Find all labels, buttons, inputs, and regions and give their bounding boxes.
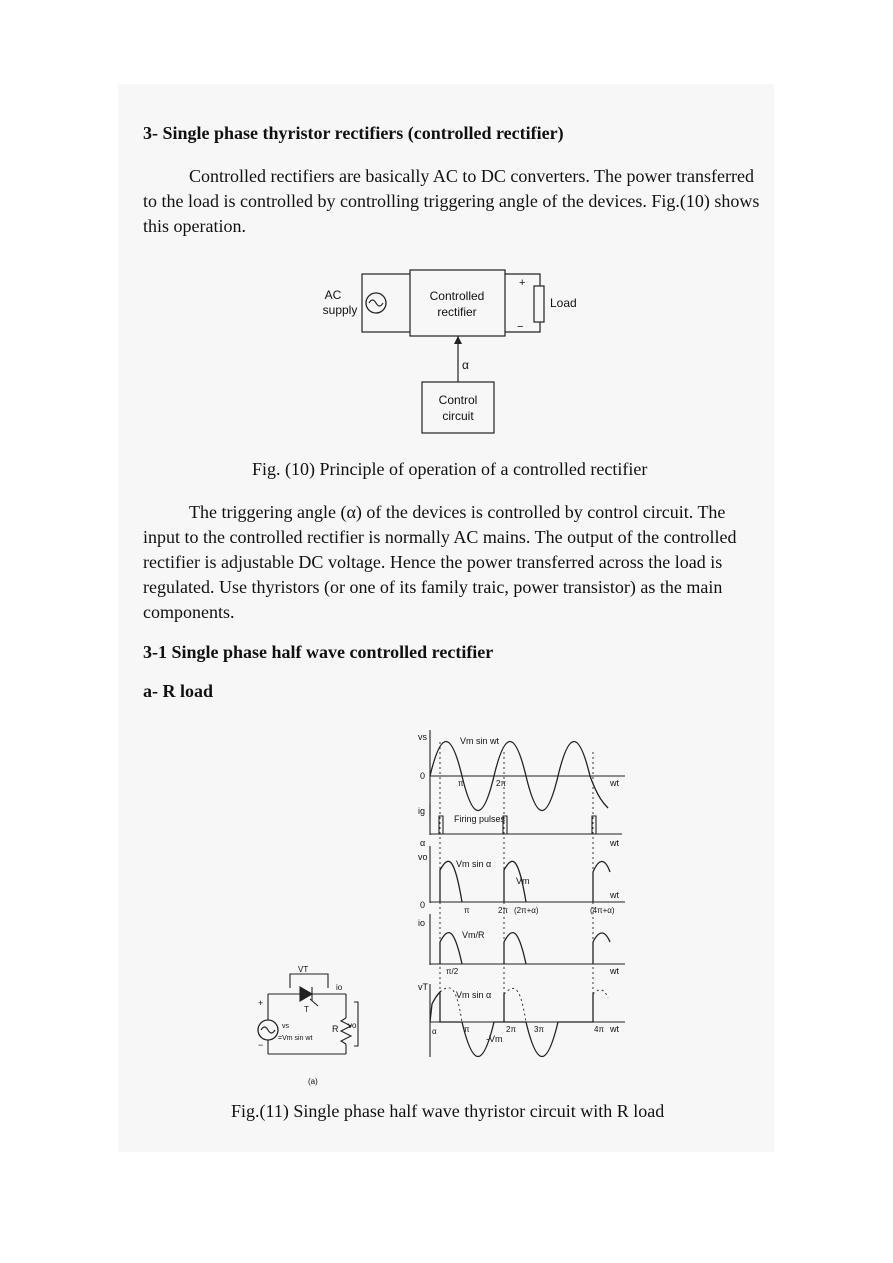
vm-sin-alpha-label-1: Vm sin α [456, 859, 492, 869]
four-pi-plus-alpha-label: (4π+α) [590, 906, 615, 915]
circuit-vs-expr: =Vm sin wt [278, 1035, 313, 1042]
neg-vm-label: -Vm [486, 1034, 503, 1044]
pi-label-2: π [464, 906, 470, 915]
two-pi-label-2: 2π [498, 906, 508, 915]
wt-label-3: wt [610, 890, 619, 900]
alpha-label-2: α [420, 838, 426, 848]
firing-pulses-label: Firing pulses [454, 814, 506, 824]
rectifier-label-1: Controlled [429, 289, 485, 303]
two-pi-plus-alpha-label: (2π+α) [514, 906, 539, 915]
vm-sin-alpha-label-2: Vm sin α [456, 990, 492, 1000]
wt-label-5: wt [610, 1024, 619, 1034]
pi-label-1: π [458, 779, 464, 788]
r-load-heading: a- R load [143, 681, 214, 701]
circuit-vs-label: vs [282, 1023, 289, 1030]
zero-label-1: 0 [420, 771, 426, 781]
circuit-io-label: io [336, 983, 343, 992]
intro-line-2: to the load is controlled by controlling triggering angle of the devices. Fig.(10) shows [143, 191, 760, 211]
vm-label: Vm [516, 876, 530, 886]
subsection-heading: 3-1 Single phase half wave controlled rectifier [143, 642, 494, 662]
alpha-label: α [462, 358, 469, 372]
circuit-vt-label: VT [298, 965, 309, 974]
pi-over-2-label: π/2 [446, 967, 459, 976]
fig11-caption: Fig.(11) Single phase half wave thyristor circuit with R load [231, 1101, 665, 1121]
fig10-caption: Fig. (10) Principle of operation of a controlled rectifier [252, 459, 648, 479]
para2-line-3: rectifier is adjustable DC voltage. Hence the power transferred across the load is [143, 552, 723, 572]
io-pulse-1 [440, 933, 462, 964]
two-pi-label-3: 2π [506, 1025, 516, 1034]
io-pulse-2 [504, 933, 526, 964]
vm-over-r-label: Vm/R [462, 930, 485, 940]
control-label-1: Control [438, 393, 478, 407]
fig11-circuit-diagram [250, 962, 360, 1087]
wt-label-4: wt [610, 966, 619, 976]
ac-label: AC [324, 288, 342, 302]
rectifier-label-2: rectifier [437, 305, 477, 319]
triggering-paragraph [143, 500, 773, 625]
para2-line-5: components. [143, 602, 235, 622]
plus-label: + [519, 277, 526, 289]
supply-label: supply [322, 303, 358, 317]
vo-pulse-3 [593, 862, 610, 903]
load-resistor-icon [534, 286, 544, 322]
para2-line-1: The triggering angle (α) of the devices is controlled by control circuit. The [189, 502, 726, 522]
io-label: io [418, 918, 426, 928]
circuit-a-label: (a) [308, 1077, 318, 1086]
para2-line-2: input to the controlled rectifier is normally AC mains. The output of the controlled [143, 527, 737, 547]
pi-label-3: π [464, 1025, 470, 1034]
circuit-plus-label: + [258, 998, 264, 1008]
controlled-rectifier-box [410, 270, 505, 336]
control-circuit-box [422, 382, 494, 433]
vt-label: vT [418, 982, 428, 992]
intro-line-3: this operation. [143, 216, 246, 236]
vm-sin-wt-label: Vm sin wt [460, 736, 500, 746]
minus-label: − [517, 321, 524, 333]
wt-label-1: wt [610, 778, 619, 788]
circuit-t-label: T [304, 1005, 309, 1014]
alpha-label-3: α [432, 1027, 437, 1036]
load-label: Load [550, 296, 577, 310]
para2-line-4: regulated. Use thyristors (or one of its family traic, power transistor) as the main [143, 577, 723, 597]
circuit-vo-label: vo [348, 1021, 357, 1030]
circuit-r-label: R [332, 1024, 339, 1034]
vs-label: vs [418, 732, 427, 742]
section-heading: 3- Single phase thyristor rectifiers (controlled rectifier) [143, 123, 564, 143]
two-pi-label-1: 2π [496, 779, 506, 788]
fig10-block-diagram [310, 262, 580, 437]
three-pi-label: 3π [534, 1025, 544, 1034]
fig11-waveforms [410, 722, 635, 1072]
intro-paragraph [143, 164, 763, 239]
intro-line-1: Controlled rectifiers are basically AC to DC converters. The power transferred [189, 166, 754, 186]
zero-label-2: 0 [420, 900, 426, 910]
control-label-2: circuit [442, 409, 474, 423]
ig-label: ig [418, 806, 426, 816]
circuit-minus-label: − [258, 1040, 264, 1050]
io-pulse-3 [593, 933, 610, 964]
vo-label: vo [418, 852, 428, 862]
wt-label-2: wt [610, 838, 619, 848]
four-pi-label: 4π [594, 1025, 604, 1034]
